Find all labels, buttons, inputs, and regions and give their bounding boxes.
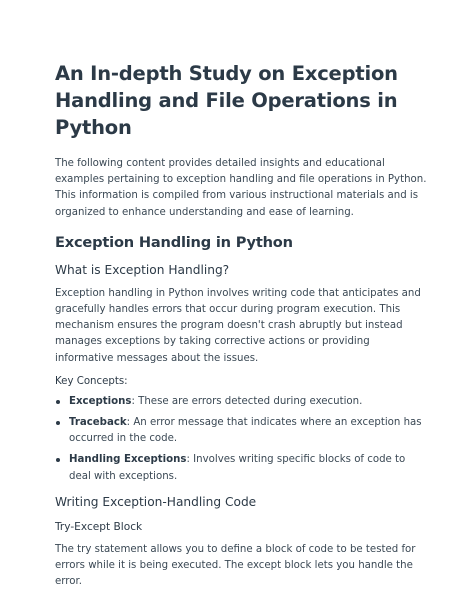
concept-description: : These are errors detected during execution.: [131, 395, 363, 407]
key-concepts-label: Key Concepts:: [55, 375, 128, 387]
concept-description: : Involves writing specific blocks of code to deal with exceptions.: [69, 454, 406, 482]
concept-term: Exceptions: [69, 395, 132, 407]
definition-paragraph: Exception handling in Python involves writing code that anticipates and gracefully handles errors that occur during program execution. This mechanism ensures the program doesn't crash abruptly but instead manages exceptions by taking corrective actions or providing informative messages about the issues.: [55, 287, 421, 364]
list-item: [55, 415, 427, 447]
list-item: [55, 394, 427, 410]
subheading-what-is: What is Exception Handling?: [55, 262, 230, 277]
try-except-paragraph: The try statement allows you to define a block of code to be tested for errors while it is being executed. The except block lets you handle the error.: [55, 543, 416, 588]
bullet-icon: [56, 458, 60, 462]
subheading-writing-code: Writing Exception-Handling Code: [55, 494, 257, 509]
bullet-icon: [56, 421, 60, 425]
key-concepts-list: [55, 394, 427, 485]
section-heading: Exception Handling in Python: [55, 233, 293, 251]
bullet-icon: [56, 400, 60, 404]
concept-term: Handling Exceptions: [69, 454, 187, 466]
concept-term: Traceback: [69, 417, 127, 429]
intro-paragraph: The following content provides detailed insights and educational examples pertaining to exception handling and file operations in Python. This information is compiled from various instructional materials and is organized to enhance understanding and ease of learning.: [55, 158, 427, 218]
document-page: [55, 60, 427, 590]
concept-description: : An error message that indicates where an exception has occurred in the code.: [69, 417, 422, 445]
document-title: An In-depth Study on Exception Handling and File Operations in Python: [55, 62, 398, 139]
subsubheading-try-except: Try-Except Block: [55, 520, 143, 533]
list-item: [55, 452, 427, 484]
